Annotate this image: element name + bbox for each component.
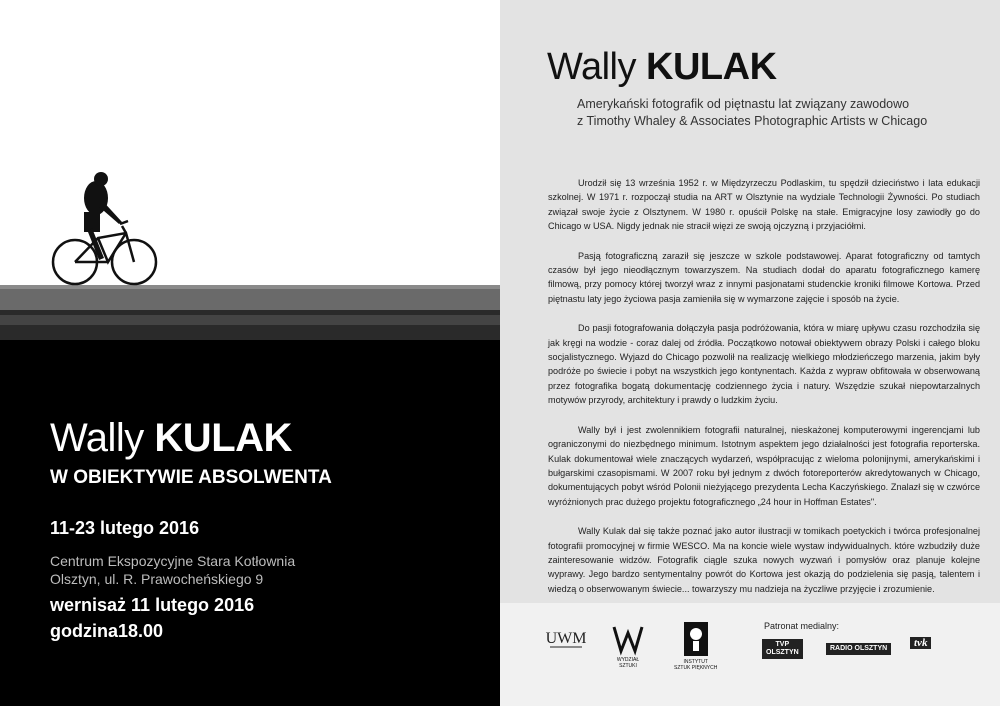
event-subtitle: W OBIEKTYWIE ABSOLWENTA <box>50 467 332 488</box>
venue-address: Olsztyn, ul. R. Prawocheńskiego 9 <box>50 571 264 587</box>
event-panel <box>0 340 500 706</box>
cyclist-photo <box>0 0 500 340</box>
event-title: Wally KULAK <box>50 416 292 460</box>
wydzial-sztuki-logo: WYDZIAŁ SZTUKI <box>610 621 646 669</box>
bio-tagline: Amerykański fotografik od piętnastu lat związany zawodowo z Timothy Whaley & Associates Photographic Artists w Chicago <box>577 97 928 128</box>
bio-title: Wally KULAK <box>547 46 777 88</box>
sponsors-footer <box>500 603 1000 706</box>
instytut-logo: INSTYTUT SZTUK PIĘKNYCH <box>674 619 717 671</box>
venue-name: Centrum Ekspozycyjne Stara Kotłownia <box>50 553 296 569</box>
instytut-mark <box>681 619 711 659</box>
wydzial-sztuki-mark <box>610 621 646 657</box>
radio-olsztyn-logo: RADIO OLSZTYN <box>826 643 891 655</box>
tvk-logo: tvk <box>910 637 931 649</box>
bio-paragraph: Do pasji fotografowania dołączyła pasja podróżowania, która w miarę upływu czasu rozchodziła się jak kręgi na wodzie - coraz dalej od źródła. Początkowo notował obiektywem obrazy Polski i całego bloku socjalistycznego. Wyjazd do Chicago pozwolił na realizację wielkiego młodzieńczego marzenia, jakim były podróże po świecie i pobyt na wszystkich jego kontynentach. Każda z wypraw obfitowała w obserwowaną przez fotografika bogatą dokumentację codziennego życia i natury. Wszędzie szukał niepowtarzalnych motywów przyrody, architektury i prawdy o ludzkim życiu. <box>548 323 980 406</box>
opening-date: wernisaż 11 lutego 2016 <box>50 595 255 615</box>
bio-text <box>548 176 980 611</box>
svg-text:UWM: UWM <box>545 630 587 647</box>
patronat-label: Patronat medialny: <box>764 621 840 631</box>
tvp-olsztyn-logo: TVP OLSZTYN <box>762 639 803 659</box>
opening-hour: godzina18.00 <box>50 621 164 641</box>
bio-paragraph: Pasją fotograficzną zaraził się jeszcze w szkole podstawowej. Aparat fotograficzny od tamtych czasów był jego nieodłącznym towarzyszem. Na studiach dodał do aparatu fotograficznego kamerę filmową, przy pomocy której tworzył wraz z innymi pasjonatami studenckie kroniki filmowe Kortowa. Przed piętnastu laty jego życiowa pasja zamieniła się w wymarzone zajęcie i sposób na życie. <box>548 250 980 304</box>
uwm-logo <box>545 625 587 651</box>
bio-paragraph: Wally Kulak dał się także poznać jako autor ilustracji w tomikach poetyckich i twórca profesjonalnej fotografii promocyjnej w firmie WESCO. Ma na koncie wiele wystaw indywidualnych. które wzbudziły duże zainteresowanie widzów. Fotografik ciągle szuka nowych wyzwań i pomysłów oraz planuje kolejne wyprawy. Jego bardzo sentymentalny powrót do Kortowa jest okazją do podzielenia się pasją, talentem i wiedzą o obserwowanym świecie... towarzyszy mu nadzieja na życzliwe przyjęcie i zrozumienie. <box>548 526 980 594</box>
event-venue <box>50 552 295 588</box>
event-dates: 11-23 lutego 2016 <box>50 518 200 538</box>
uwm-logo-mark <box>545 625 587 651</box>
bio-panel <box>500 0 1000 706</box>
bio-paragraph: Wally był i jest zwolennikiem fotografii naturalnej, nieskażonej komputerowymi ingerencjami lub ograniczonymi do niezbędnego minimum. Istotnym aspektem jego działalności jest fotografia reporterska. Kulak dokumentował wiele znaczących wydarzeń, współpracując z wieloma polonijnymi, amerykańskimi i bułgarskimi czasopismami. W 2007 roku był jednym z dwóch fotoreporterów akredytowanych w Chicago, dokumentujących pobyt wśród Polonii nieżyjącego prezydenta Lecha Kaczyńskiego. Znalazł się w czwórce wyróżnionych prac dużego projektu fotograficznego „24 hour in Hoffman Estates". <box>548 424 980 507</box>
bio-paragraph: Urodził się 13 września 1952 r. w Międzyrzeczu Podlaskim, tu spędził dzieciństwo i lata edukacji szkolnej. W 1971 r. rozpoczął studia na ART w Olsztynie na wydziale Technologii Żywności. Po studiach związał swoje życie z Olsztynem. W 1980 r. opuścił Polskę na stałe. Emigracyjne losy zawiodły go do Chicago w USA. Nigdy jednak nie stracił więzi ze swoją ojczyzną i przyjaciółmi. <box>548 178 980 232</box>
